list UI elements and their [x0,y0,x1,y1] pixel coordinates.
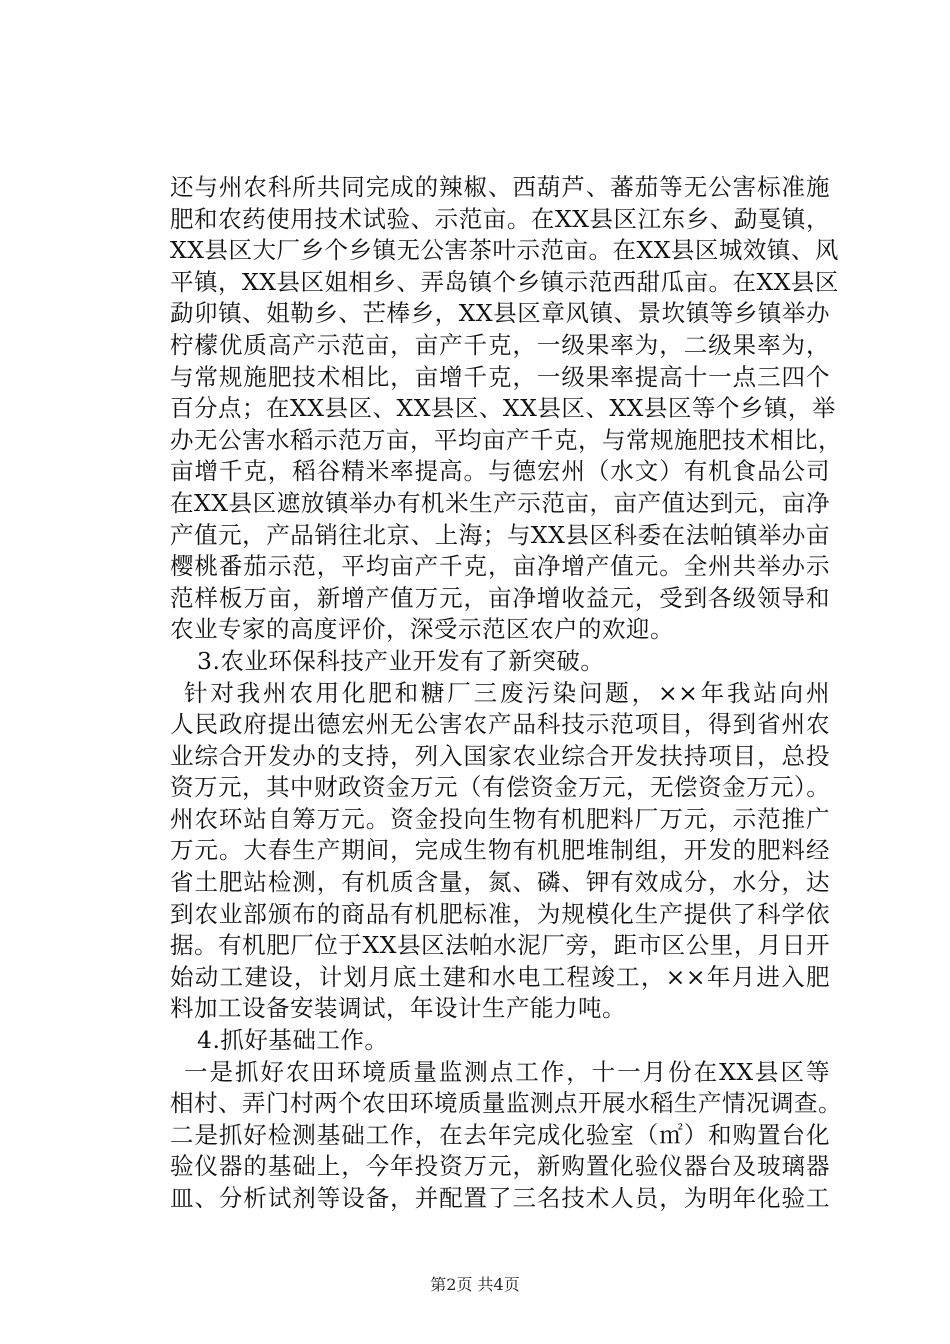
paragraph-line: 业综合开发办的支持，列入国家农业综合开发扶持项目，总投 [170,741,830,770]
paragraph-line: 产值元，产品销往北京、上海；与XX县区科委在法帕镇举办亩 [170,520,830,549]
paragraph-line: 樱桃番茄示范，平均亩产千克，亩净增产值元。全州共举办示 [170,552,830,581]
paragraph-line: 柠檬优质高产示范亩，亩产千克，一级果率为，二级果率为， [170,330,830,359]
paragraph-line: 针对我州农用化肥和糖厂三废污染问题，××年我站向州 [184,678,830,707]
paragraph-line: 农业专家的高度评价，深受示范区农户的欢迎。 [170,615,674,644]
paragraph-line: 据。有机肥厂位于XX县区法帕水泥厂旁，距市区公里，月日开 [170,931,830,960]
paragraph-line: 验仪器的基础上，今年投资万元，新购置化验仪器台及玻璃器 [170,1152,830,1181]
paragraph-line: 州农环站自筹万元。资金投向生物有机肥料厂万元，示范推广 [170,804,830,833]
paragraph-line: 与常规施肥技术相比，亩增千克，一级果率提高十一点三四个 [170,362,830,391]
paragraph-line: 到农业部颁布的商品有机肥标准，为规模化生产提供了科学依 [170,899,830,928]
paragraph-line: 百分点；在XX县区、XX县区、XX县区、XX县区等个乡镇，举 [170,394,836,423]
paragraph-line: 办无公害水稻示范万亩，平均亩产千克，与常规施肥技术相比， [170,425,842,454]
paragraph-line: 万元。大春生产期间，完成生物有机肥堆制组，开发的肥料经 [170,836,830,865]
paragraph-line: 资万元，其中财政资金万元（有偿资金万元，无偿资金万元）。 [170,773,831,802]
paragraph-line: 始动工建设，计划月底土建和水电工程竣工，××年月进入肥 [170,962,830,991]
paragraph-line: 料加工设备安装调试，年设计生产能力吨。 [170,994,626,1023]
paragraph-line: 亩增千克，稻谷精米率提高。与德宏州（水文）有机食品公司 [170,457,830,486]
paragraph-line: 在XX县区遮放镇举办有机米生产示范亩，亩产值达到元，亩净 [170,488,830,517]
page-number-footer: 第2页 共4页 [430,1275,520,1294]
paragraph-line: 范样板万亩，新增产值万元，亩净增收益元，受到各级领导和 [170,583,830,612]
paragraph-line: 相村、弄门村两个农田环境质量监测点开展水稻生产情况调查。 [170,1089,842,1118]
section-heading: 3.农业环保科技产业开发有了新突破。 [197,646,605,675]
paragraph-line: 二是抓好检测基础工作，在去年完成化验室（㎡）和购置台化 [170,1120,830,1149]
section-heading: 4.抓好基础工作。 [197,1026,389,1055]
paragraph-line: 平镇，XX县区姐相乡、弄岛镇个乡镇示范西甜瓜亩。在XX县区 [170,267,839,296]
paragraph-line: 肥和农药使用技术试验、示范亩。在XX县区江东乡、勐戛镇， [170,204,830,233]
paragraph-line: 省土肥站检测，有机质含量，氮、磷、钾有效成分，水分，达 [170,868,830,897]
paragraph-line: 一是抓好农田环境质量监测点工作，十一月份在XX县区等 [184,1057,830,1086]
paragraph-line: XX县区大厂乡个乡镇无公害茶叶示范亩。在XX县区城效镇、风 [170,236,839,265]
paragraph-line: 勐卯镇、姐勒乡、芒棒乡，XX县区章风镇、景坎镇等乡镇举办 [170,299,830,328]
paragraph-line: 皿、分析试剂等设备，并配置了三名技术人员，为明年化验工 [170,1184,830,1212]
paragraph-line: 人民政府提出德宏州无公害农产品科技示范项目，得到省州农 [170,710,830,739]
document-body [170,172,842,1215]
paragraph-line: 还与州农科所共同完成的辣椒、西葫芦、蕃茄等无公害标准施 [170,173,830,201]
